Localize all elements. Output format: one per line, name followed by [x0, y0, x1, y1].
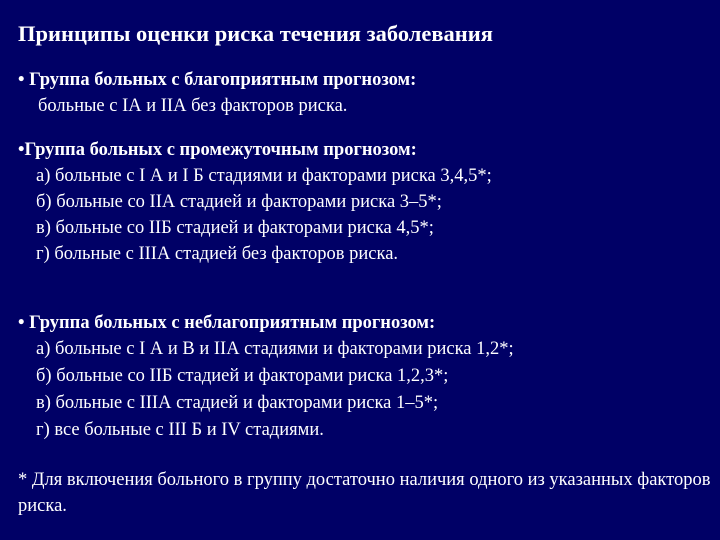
- intermediate-group-item: г) больные с IIIА стадией без факторов риска.: [36, 244, 399, 264]
- intermediate-group-item: в) больные со IIБ стадией и факторами риска 4,5*;: [36, 218, 434, 238]
- unfavorable-group-item: г) все больные с III Б и IV стадиями.: [36, 420, 324, 440]
- intermediate-group-item: а) больные с I А и I Б стадиями и факторами риска 3,4,5*;: [36, 166, 492, 186]
- intermediate-group-item: б) больные со IIА стадией и факторами риска 3–5*;: [36, 192, 442, 212]
- unfavorable-group-item: а) больные с I А и В и IIА стадиями и факторами риска 1,2*;: [36, 339, 514, 359]
- favorable-group-heading: • Группа больных с благоприятным прогнозом:: [18, 70, 417, 90]
- favorable-group-item: больные с IА и IIА без факторов риска.: [38, 96, 348, 116]
- slide-title: Принципы оценки риска течения заболевания: [18, 21, 493, 46]
- footnote: * Для включения больного в группу достаточно наличия одного из указанных факторов риска.: [18, 470, 711, 516]
- intermediate-group-heading: •Группа больных с промежуточным прогнозом:: [18, 140, 417, 160]
- unfavorable-group-heading: • Группа больных с неблагоприятным прогнозом:: [18, 313, 436, 333]
- unfavorable-group-item: б) больные со IIБ стадией и факторами риска 1,2,3*;: [36, 366, 449, 386]
- unfavorable-group-item: в) больные с IIIА стадией и факторами риска 1–5*;: [36, 393, 439, 413]
